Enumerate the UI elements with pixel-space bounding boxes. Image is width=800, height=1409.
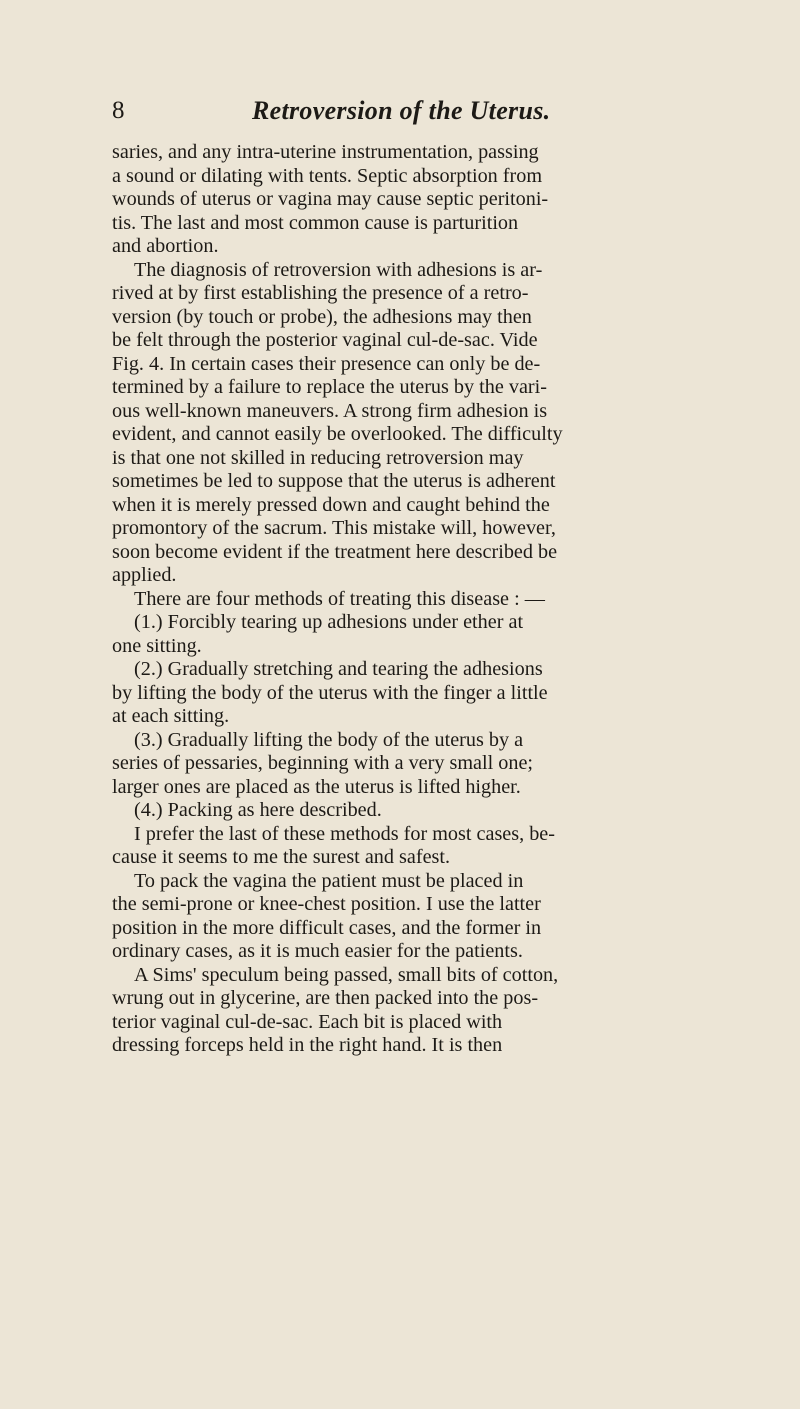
- text-line: (2.) Gradually stretching and tearing the adhesions: [134, 658, 543, 680]
- text-line: when it is merely pressed down and caught behind the: [112, 493, 550, 516]
- text-line: (1.) Forcibly tearing up adhesions under ether at: [134, 611, 524, 633]
- text-line: To pack the vagina the patient must be placed in: [134, 869, 524, 892]
- text-line: ous well-known maneuvers. A strong firm adhesion is: [112, 399, 548, 422]
- text-line: terior vaginal cul-de-sac. Each bit is placed with: [112, 1010, 503, 1033]
- text-line: by lifting the body of the uterus with the finger a little: [112, 681, 548, 704]
- text-line: (4.) Packing as here described.: [134, 799, 382, 821]
- text-line: version (by touch or probe), the adhesions may then: [112, 305, 532, 328]
- text-line: dressing forceps held in the right hand. It is then: [112, 1034, 503, 1056]
- text-line: cause it seems to me the surest and safest.: [112, 846, 451, 868]
- page-header: [112, 96, 602, 136]
- text-line: the semi-prone or knee-chest position. I use the latter: [112, 893, 541, 915]
- text-line: rived at by first establishing the presence of a retro-: [112, 282, 529, 304]
- text-line: and abortion.: [112, 235, 219, 257]
- text-line: position in the more difficult cases, and the former in: [112, 916, 542, 939]
- text-line: The diagnosis of retroversion with adhesions is ar-: [134, 258, 543, 281]
- text-line: wounds of uterus or vagina may cause septic peritoni-: [112, 188, 549, 210]
- text-line: termined by a failure to replace the uterus by the vari-: [112, 376, 547, 398]
- text-line: a sound or dilating with tents. Septic absorption from: [112, 164, 543, 187]
- text-line: A Sims' speculum being passed, small bits of cotton,: [134, 963, 559, 986]
- text-line: (3.) Gradually lifting the body of the uterus by a: [134, 728, 524, 751]
- text-line: ordinary cases, as it is much easier for the patients.: [112, 940, 523, 962]
- text-line: is that one not skilled in reducing retroversion may: [112, 446, 524, 469]
- text-line: be felt through the posterior vaginal cul-de-sac. Vide: [112, 329, 538, 351]
- text-line: applied.: [112, 564, 177, 586]
- text-line: one sitting.: [112, 634, 202, 657]
- text-line: evident, and cannot easily be overlooked. The difficulty: [112, 423, 563, 445]
- running-title: Retroversion of the Uterus.: [252, 96, 551, 125]
- text-line: sometimes be led to suppose that the uterus is adherent: [112, 470, 556, 492]
- text-line: promontory of the sacrum. This mistake will, however,: [112, 517, 556, 539]
- body-text: [112, 141, 672, 1058]
- text-line: at each sitting.: [112, 705, 230, 727]
- text-line: Fig. 4. In certain cases their presence can only be de-: [112, 352, 541, 375]
- text-line: wrung out in glycerine, are then packed into the pos-: [112, 987, 539, 1009]
- page-number: 8: [112, 97, 125, 124]
- text-line: soon become evident if the treatment here described be: [112, 540, 558, 563]
- text-line: saries, and any intra-uterine instrumentation, passing: [112, 141, 539, 163]
- text-line: There are four methods of treating this disease : —: [134, 587, 545, 610]
- text-line: I prefer the last of these methods for most cases, be-: [134, 822, 555, 845]
- text-line: tis. The last and most common cause is parturition: [112, 211, 519, 234]
- text-line: larger ones are placed as the uterus is lifted higher.: [112, 775, 521, 798]
- text-line: series of pessaries, beginning with a very small one;: [112, 752, 534, 774]
